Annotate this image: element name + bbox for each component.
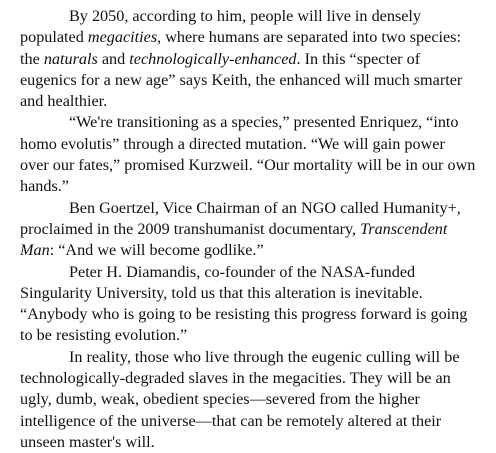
text-line	[20, 176, 482, 197]
paragraph-diamandis	[20, 262, 482, 347]
text-span: proclaimed in the 2009 transhumanist documentary,	[20, 219, 361, 238]
paragraph-goertzel	[20, 198, 482, 262]
text-span: intelligence of the universe—that can be remotely altered at their	[20, 411, 442, 430]
text-span: and	[97, 49, 130, 68]
text-line	[20, 198, 482, 219]
text-span: “We're transitioning as a species,” presented Enriquez, “into	[69, 113, 459, 132]
italic-title-man: Man	[20, 241, 50, 260]
text-line	[20, 49, 482, 70]
text-span: the	[20, 49, 44, 68]
text-span: “Anybody who is going to be resisting this progress forward is going	[20, 305, 468, 324]
text-line	[20, 155, 482, 176]
text-span: ugly, dumb, weak, obedient species—severed from the higher	[20, 390, 420, 409]
text-line	[20, 389, 482, 410]
paragraph-transitioning	[20, 112, 482, 197]
text-span: homo evolutis” through a directed mutation. “We will gain power	[20, 134, 445, 153]
text-line	[20, 6, 482, 27]
italic-term-naturals: naturals	[43, 49, 98, 68]
italic-term-megacities: megacities	[87, 28, 158, 47]
text-line	[20, 411, 482, 432]
text-span: hands.”	[20, 177, 69, 196]
text-span: Peter H. Diamandis, co-founder of the NASA-funded	[69, 262, 416, 281]
text-line	[20, 27, 482, 48]
text-span: populated	[20, 28, 88, 47]
text-span: In reality, those who live through the eugenic culling will be	[69, 347, 460, 366]
text-line	[20, 134, 482, 155]
text-span: eugenics for a new age” says Keith, the enhanced will much smarter	[20, 70, 463, 89]
text-line	[20, 347, 482, 368]
text-line	[20, 368, 482, 389]
text-span: technologically-degraded slaves in the megacities. They will be an	[20, 369, 451, 388]
text-line	[20, 432, 482, 453]
text-span: Singularity University, told us that this alteration is inevitable.	[20, 283, 423, 302]
italic-title-transcendent: Transcendent	[360, 219, 448, 238]
text-line	[20, 283, 482, 304]
text-line	[20, 304, 482, 325]
text-span: over our fates,” promised Kurzweil. “Our mortality will be in our own	[20, 156, 476, 175]
paragraph-reality	[20, 347, 482, 453]
text-line	[20, 262, 482, 283]
text-line	[20, 70, 482, 91]
text-span: , where humans are separated into two species:	[157, 28, 461, 47]
text-line	[20, 240, 482, 261]
text-span: : “And we will become godlike.”	[49, 241, 264, 260]
text-line	[20, 219, 482, 240]
text-span: By 2050, according to him, people will live in densely	[69, 7, 422, 25]
text-span: and healthier.	[20, 92, 108, 111]
document-page	[20, 6, 482, 453]
paragraph-megacities	[20, 6, 482, 112]
text-span: unseen master's will.	[20, 432, 155, 451]
italic-term-enhanced: technologically-enhanced	[129, 49, 297, 68]
text-span: to be resisting evolution.”	[20, 326, 188, 345]
text-line	[20, 91, 482, 112]
text-line	[20, 112, 482, 133]
text-span: Ben Goertzel, Vice Chairman of an NGO called Humanity+,	[69, 198, 461, 217]
text-line	[20, 325, 482, 346]
text-span: . In this “specter of	[296, 49, 421, 68]
